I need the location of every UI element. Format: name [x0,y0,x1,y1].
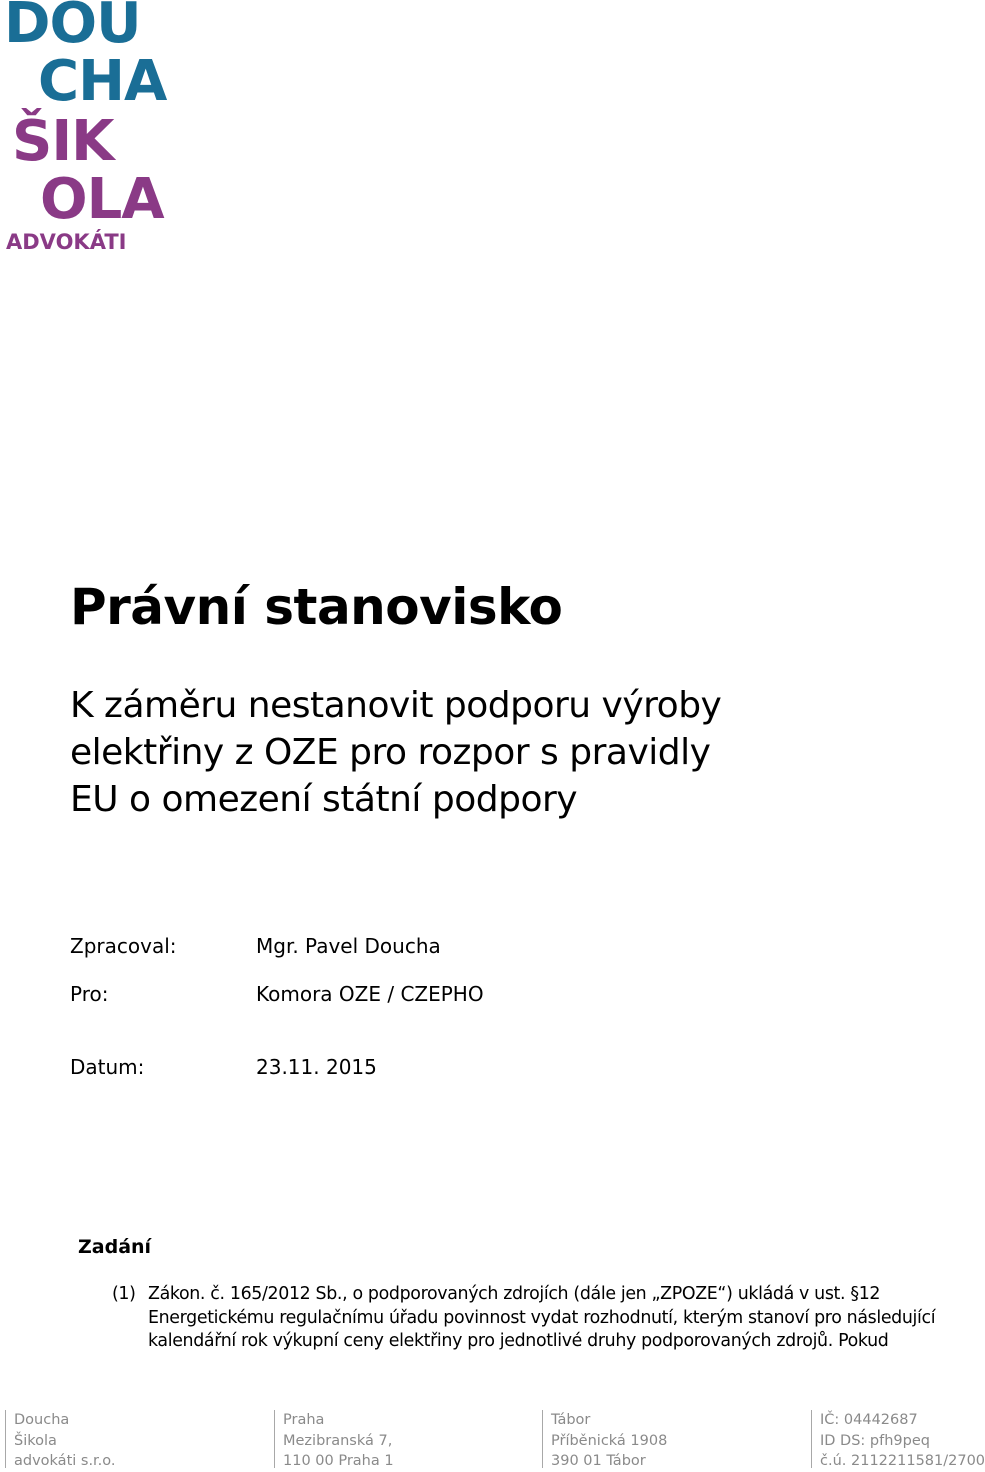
footer-line: Doucha [14,1412,70,1428]
footer-line: advokáti s.r.o. [14,1453,116,1469]
subtitle-line: K záměru nestanovit podporu výroby [70,685,722,726]
footer-office-tabor [542,1410,667,1468]
logo-line-cha: CHA [38,49,167,114]
footer-line: ID DS: pfh9peq [820,1432,930,1449]
footer-line: Mezibranská 7, [283,1432,393,1449]
document-title: Právní stanovisko [70,578,563,636]
paragraph-line: kalendářní rok výkupní ceny elektřiny pro jednotlivé druhy podporovaných zdrojů. Pokud [148,1331,889,1351]
for-label: Pro: [70,982,109,1006]
logo-line-dou: DOU [4,0,141,56]
subtitle-line: EU o omezení státní podpory [70,779,578,820]
subtitle-line: elektřiny z OZE pro rozpor s pravidly [70,732,711,773]
page-footer [0,1406,985,1469]
prepared-by-label: Zpracoval: [70,934,177,958]
section-heading: Zadání [78,1236,152,1258]
logo-line-ola: OLA [40,167,164,232]
paragraph-text [148,1283,958,1354]
footer-line: č.ú. 2112211581/2700 [820,1453,985,1469]
logo-subtitle: ADVOKÁTI [6,230,127,254]
footer-office-praha [274,1410,394,1468]
date-label: Datum: [70,1055,145,1079]
paragraph-line: Zákon. č. 165/2012 Sb., o podporovaných zdrojích (dále jen „ZPOZE“) ukládá v ust. §12 [148,1284,881,1304]
footer-line: IČ: 04442687 [820,1412,918,1428]
footer-company [5,1410,116,1468]
footer-line: Praha [283,1412,325,1428]
footer-line: Tábor [551,1412,591,1428]
footer-registration [811,1410,985,1468]
footer-line: 110 00 Praha 1 [283,1453,394,1469]
document-subtitle [70,682,770,823]
paragraph-number: (1) [112,1284,136,1304]
footer-line: 390 01 Tábor [551,1453,646,1469]
paragraph-line: Energetickému regulačnímu úřadu povinnost vydat rozhodnutí, kterým stanoví pro následující [148,1307,936,1328]
footer-line: Šikola [14,1432,57,1449]
logo-line-sik: ŠIK [12,109,114,174]
footer-line: Příběnická 1908 [551,1432,668,1449]
prepared-by-value: Mgr. Pavel Doucha [256,934,441,958]
for-value: Komora OZE / CZEPHO [256,982,484,1006]
date-value: 23.11. 2015 [256,1055,377,1079]
